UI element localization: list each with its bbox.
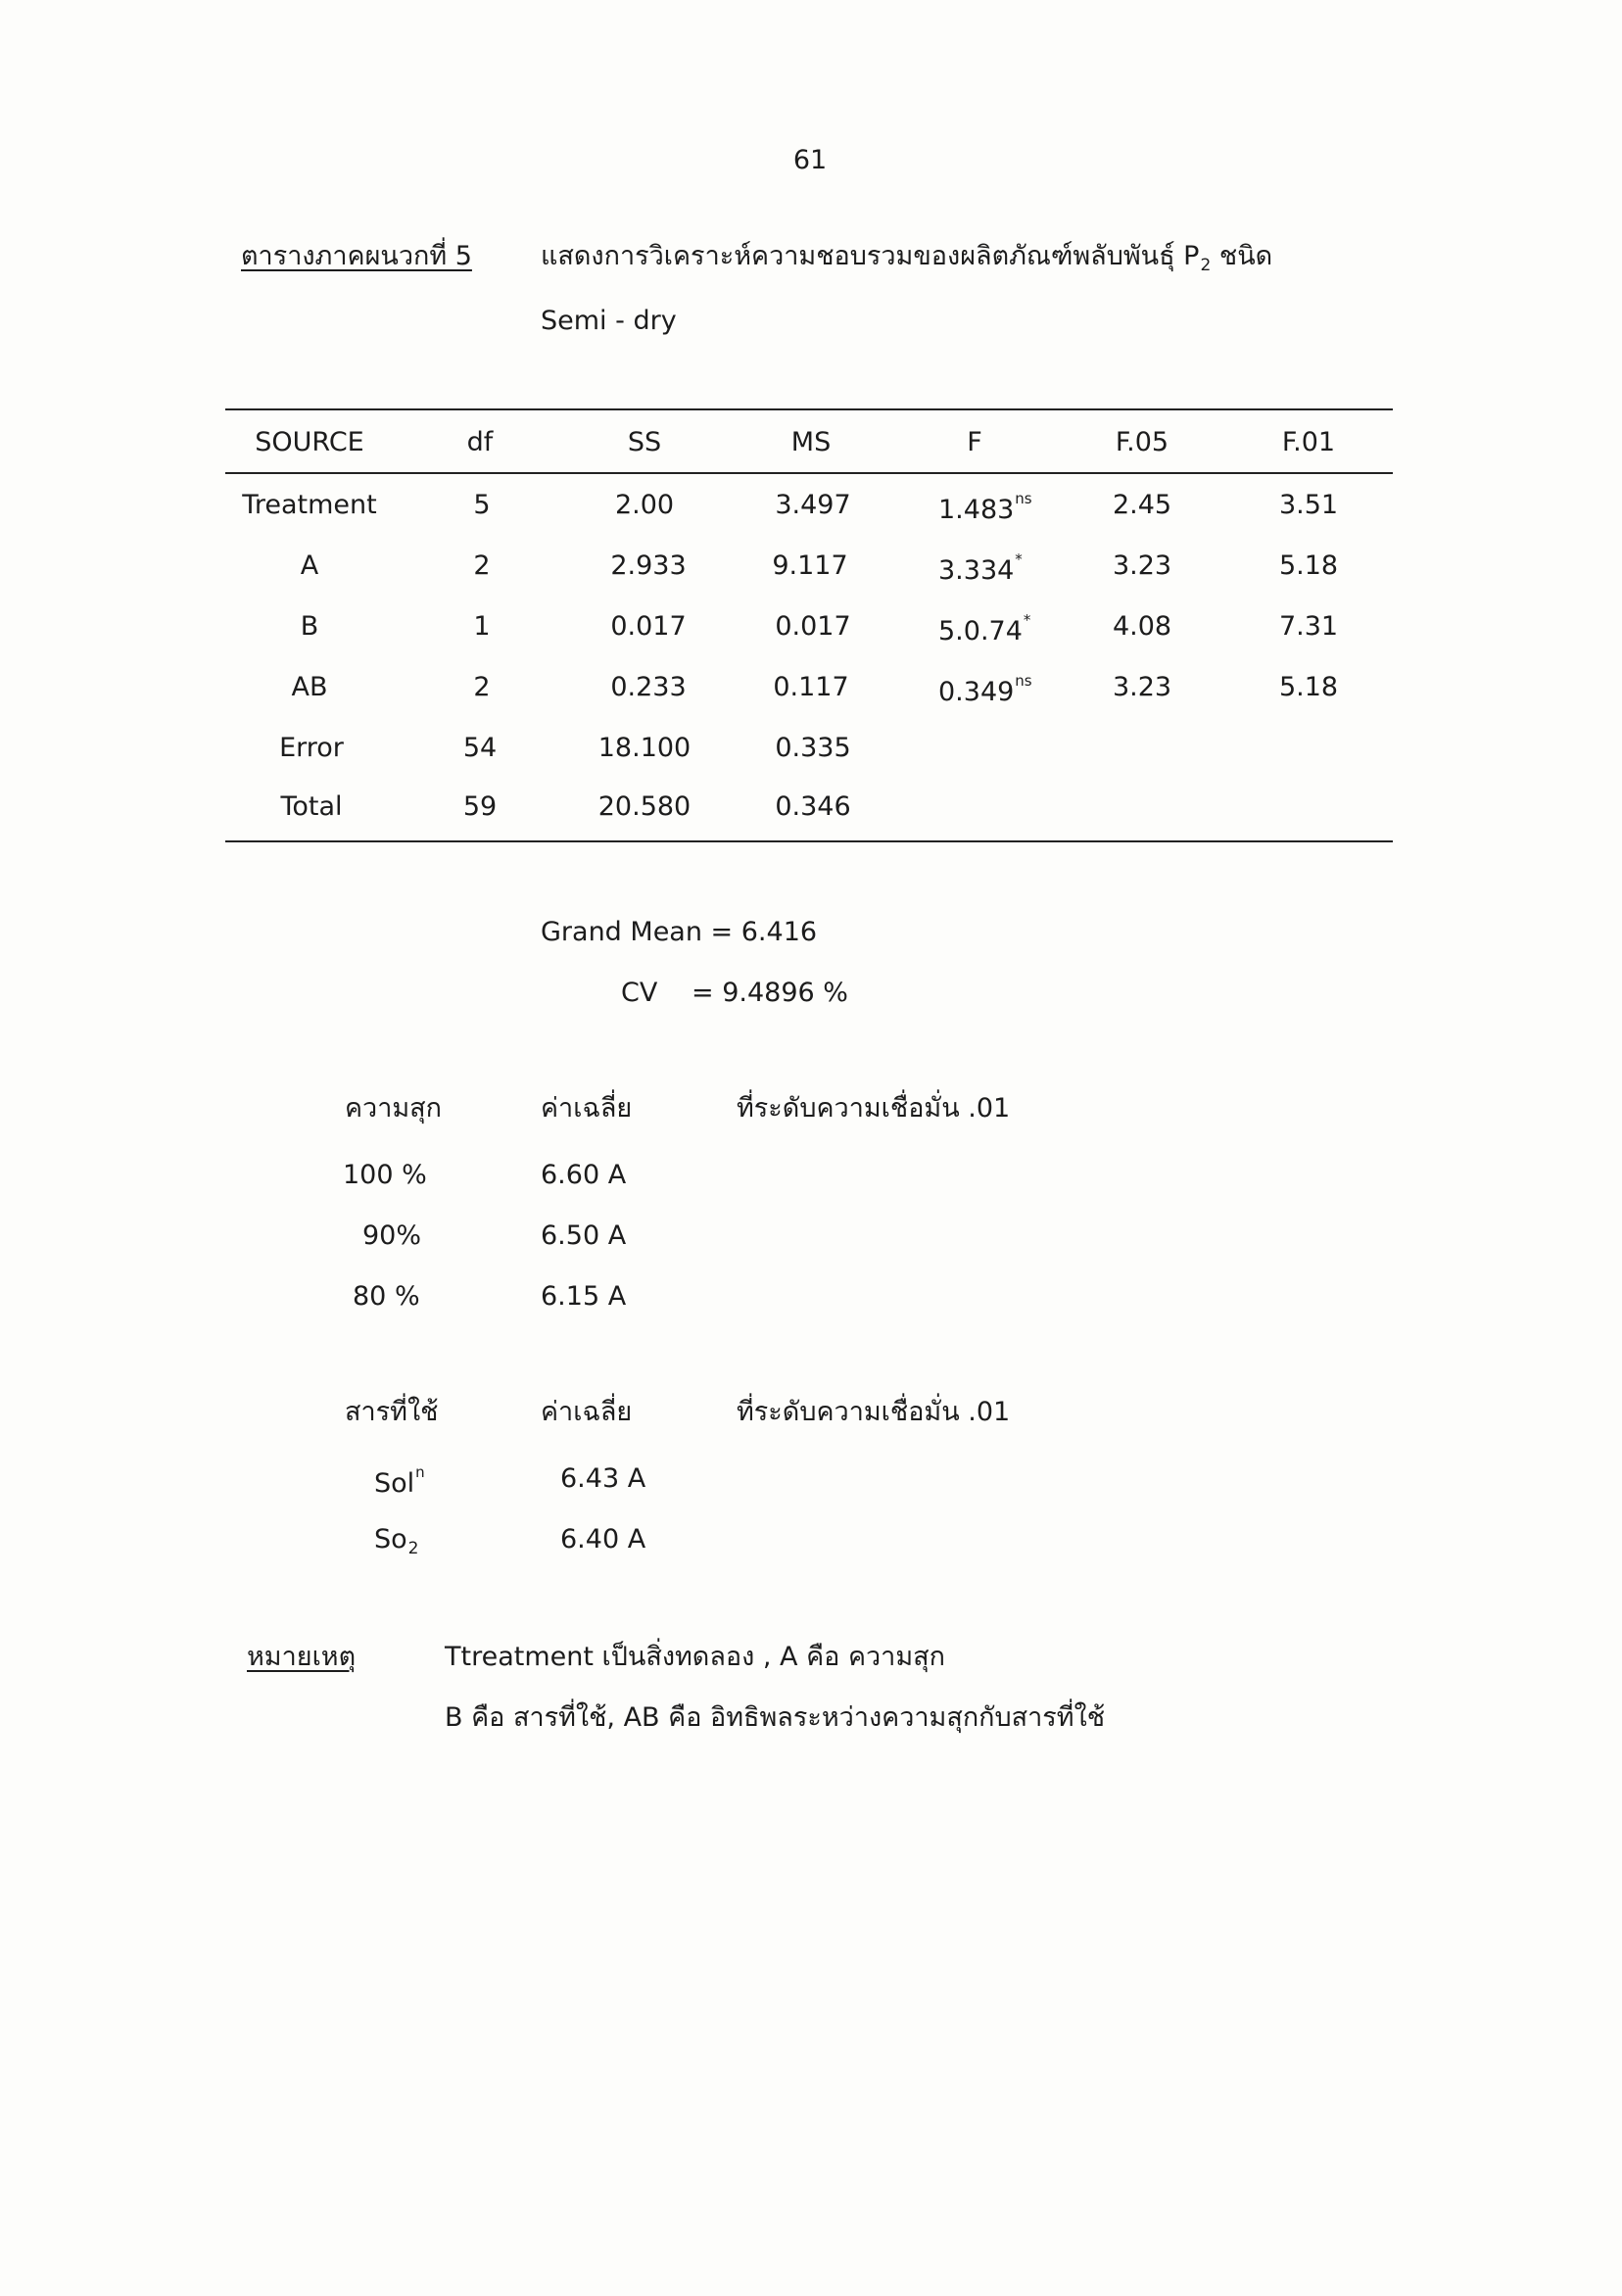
cell-ms: 9.117 bbox=[772, 550, 848, 581]
ripeness-header: ความสุก bbox=[345, 1093, 443, 1124]
ripeness-mean: 6.15 A bbox=[541, 1281, 627, 1312]
cell-f05: 3.23 bbox=[1112, 550, 1172, 581]
table-bottom-rule bbox=[225, 840, 1393, 842]
cell-ss: 2.00 bbox=[614, 490, 675, 520]
cell-f05: 3.23 bbox=[1112, 672, 1172, 702]
f-value: 3.334 bbox=[938, 555, 1015, 586]
cell-ss: 0.017 bbox=[610, 611, 687, 642]
substance-name bbox=[374, 1526, 419, 1557]
note-line2: B คือ สารที่ใช้, AB คือ อิทธิพลระหว่างความสุกกับสารที่ใช้ bbox=[445, 1702, 1106, 1733]
substance-mean: 6.40 A bbox=[560, 1524, 646, 1555]
cell-f01: 5.18 bbox=[1278, 550, 1339, 581]
cell-source: AB bbox=[291, 672, 328, 702]
cell-ms: 0.335 bbox=[775, 733, 851, 763]
cell-f01: 3.51 bbox=[1278, 490, 1339, 520]
header-df: df bbox=[466, 427, 494, 457]
substance-name-text: So bbox=[374, 1524, 407, 1555]
cell-df: 59 bbox=[462, 791, 498, 822]
cell-f bbox=[938, 613, 1030, 645]
cv-label: CV bbox=[621, 978, 658, 1008]
cell-df: 2 bbox=[473, 550, 491, 581]
substance-mean-header: ค่าเฉลี่ย bbox=[541, 1397, 633, 1427]
table-top-rule bbox=[225, 408, 1393, 410]
significance-mark: ns bbox=[1015, 490, 1032, 507]
cell-df: 5 bbox=[473, 490, 491, 520]
f-value: 1.483 bbox=[938, 495, 1015, 525]
grand-mean: Grand Mean = 6.416 bbox=[541, 917, 818, 947]
cell-df: 1 bbox=[473, 611, 491, 642]
cv-value: = 9.4896 % bbox=[692, 978, 848, 1008]
ripeness-level: 100 % bbox=[343, 1160, 427, 1190]
cell-df: 2 bbox=[473, 672, 491, 702]
note-line1: Ttreatment เป็นสิ่งทดลอง , A คือ ความสุก bbox=[445, 1642, 945, 1672]
page-number: 61 bbox=[792, 145, 828, 175]
significance-mark: * bbox=[1015, 550, 1023, 568]
cell-source: Total bbox=[280, 791, 343, 822]
ripeness-level: 90% bbox=[362, 1220, 422, 1251]
ripeness-mean: 6.50 A bbox=[541, 1220, 627, 1251]
table-caption-text bbox=[541, 243, 1272, 274]
cell-f01: 5.18 bbox=[1278, 672, 1339, 702]
header-f: F bbox=[967, 427, 982, 457]
substance-confidence-header: ที่ระดับความเชื่อมั่น .01 bbox=[737, 1397, 1011, 1427]
header-f01: F.01 bbox=[1281, 427, 1336, 457]
table-caption-label: ตารางภาคผนวกที่ 5 bbox=[241, 241, 472, 271]
table-header-rule bbox=[225, 472, 1393, 474]
substance-superscript: n bbox=[415, 1463, 425, 1481]
substance-name bbox=[374, 1465, 425, 1497]
ripeness-level: 80 % bbox=[353, 1281, 420, 1312]
cell-source: Treatment bbox=[242, 490, 377, 520]
f-value: 5.0.74 bbox=[938, 616, 1023, 646]
caption-text: แสดงการวิเคราะห์ความชอบรวมของผลิตภัณฑ์พลับพันธุ์ P bbox=[541, 241, 1200, 271]
cell-f bbox=[938, 552, 1023, 584]
table-caption-line2: Semi - dry bbox=[541, 306, 677, 336]
f-value: 0.349 bbox=[938, 677, 1015, 707]
cell-ss: 18.100 bbox=[597, 733, 692, 763]
cell-ss: 0.233 bbox=[610, 672, 687, 702]
cell-source: B bbox=[300, 611, 319, 642]
ripeness-confidence-header: ที่ระดับความเชื่อมั่น .01 bbox=[737, 1093, 1011, 1124]
caption-text-end: ชนิด bbox=[1218, 241, 1273, 271]
cell-f01: 7.31 bbox=[1278, 611, 1339, 642]
cell-f bbox=[938, 492, 1032, 523]
cell-df: 54 bbox=[462, 733, 498, 763]
cell-ss: 2.933 bbox=[610, 550, 687, 581]
caption-subscript: 2 bbox=[1200, 256, 1212, 275]
cell-source: Error bbox=[279, 733, 344, 763]
substance-name-text: Sol bbox=[374, 1468, 415, 1499]
substance-subscript: 2 bbox=[407, 1539, 419, 1558]
header-ms: MS bbox=[790, 427, 832, 457]
ripeness-mean: 6.60 A bbox=[541, 1160, 627, 1190]
cell-source: A bbox=[300, 550, 319, 581]
header-f05: F.05 bbox=[1115, 427, 1169, 457]
note-label: หมายเหตุ bbox=[247, 1642, 357, 1672]
cell-ms: 0.346 bbox=[775, 791, 851, 822]
ripeness-mean-header: ค่าเฉลี่ย bbox=[541, 1093, 633, 1124]
cell-ms: 0.017 bbox=[775, 611, 851, 642]
cell-f05: 2.45 bbox=[1112, 490, 1172, 520]
header-source: SOURCE bbox=[255, 427, 364, 457]
cell-f bbox=[938, 674, 1032, 705]
cell-ms: 0.117 bbox=[773, 672, 849, 702]
substance-header: สารที่ใช้ bbox=[345, 1397, 439, 1427]
significance-mark: * bbox=[1023, 611, 1031, 629]
cell-ms: 3.497 bbox=[775, 490, 851, 520]
substance-mean: 6.43 A bbox=[560, 1463, 646, 1494]
header-ss: SS bbox=[627, 427, 662, 457]
significance-mark: ns bbox=[1015, 672, 1032, 690]
cell-f05: 4.08 bbox=[1112, 611, 1172, 642]
cell-ss: 20.580 bbox=[597, 791, 692, 822]
